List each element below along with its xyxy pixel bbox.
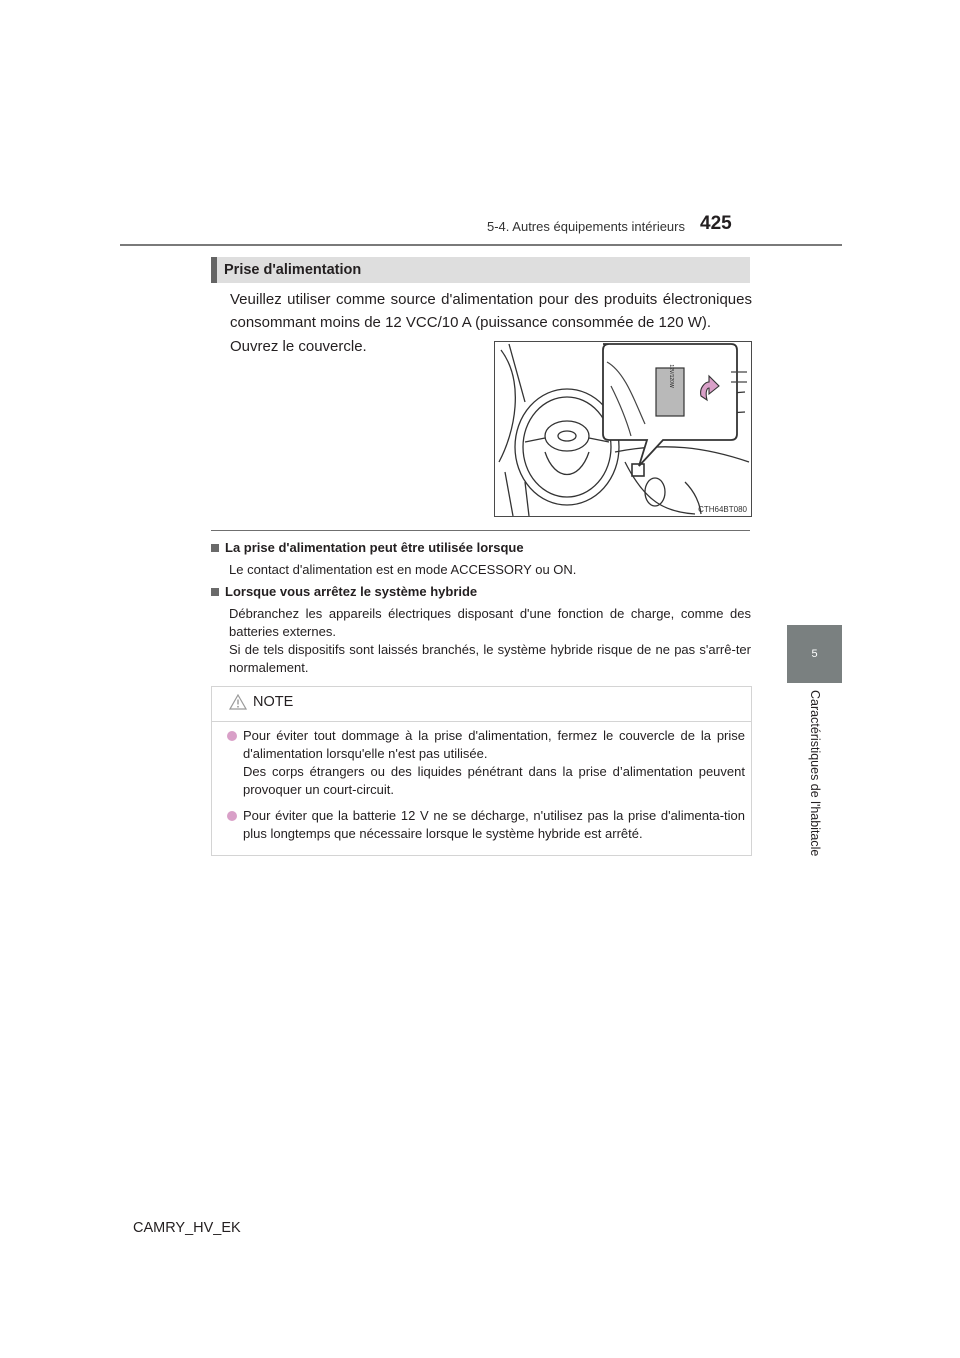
center-console-lines bbox=[625, 462, 701, 514]
caution-text: Pour éviter que la batterie 12 V ne se décharge, n'utilisez pas la prise d'alimenta-tion plus longtemps que nécessaire lorsque le système hybride est arrêté. bbox=[243, 808, 745, 841]
bullet-dot-icon bbox=[227, 811, 237, 821]
note-body: Débranchez les appareils électriques disposant d'une fonction de charge, comme des batteries externes. bbox=[229, 606, 751, 639]
section-title-bar bbox=[211, 257, 750, 283]
steering-lower-spoke bbox=[545, 452, 589, 475]
section-intro: Veuillez utiliser comme source d'alimentation pour des produits électroniques consommant moins de 12 VCC/10 A (puissance consommée de 120 W). bbox=[230, 291, 752, 331]
warning-triangle-icon bbox=[229, 694, 247, 710]
bullet-dot-icon bbox=[227, 731, 237, 741]
note-body: Si de tels dispositifs sont laissés branchés, le système hybride risque de ne pas s'arrê-ter normalement. bbox=[229, 642, 751, 675]
note-heading-text: La prise d'alimentation peut être utilisée lorsque bbox=[225, 540, 524, 555]
note-heading bbox=[211, 583, 751, 601]
running-header-section: 5-4. Autres équipements intérieurs bbox=[487, 219, 685, 234]
chapter-title: Caractéristiques de l'habitacle bbox=[807, 690, 822, 857]
header-rule bbox=[120, 244, 842, 246]
caution-box bbox=[211, 686, 752, 856]
windshield-pillar-line bbox=[499, 350, 515, 462]
chapter-number: 5 bbox=[811, 648, 818, 660]
note-body: Le contact d'alimentation est en mode ACCESSORY ou ON. bbox=[229, 562, 577, 577]
caution-list bbox=[212, 727, 751, 851]
section-divider bbox=[211, 530, 750, 531]
section-accent bbox=[211, 257, 217, 283]
chapter-tab bbox=[787, 625, 842, 683]
figure-code: CTH64BT080 bbox=[698, 505, 747, 514]
caution-text: Des corps étrangers ou des liquides pénétrant dans la prise d’alimentation peuvent provoquer un court-circuit. bbox=[243, 764, 745, 797]
note-heading-text: Lorsque vous arrêtez le système hybride bbox=[225, 584, 478, 599]
square-bullet-icon bbox=[211, 544, 219, 552]
steering-wheel-inner-icon bbox=[523, 397, 611, 497]
power-outlet-illustration bbox=[494, 341, 752, 517]
page-number: 425 bbox=[700, 213, 732, 234]
caution-label: NOTE bbox=[253, 694, 294, 710]
section-title: Prise d'alimentation bbox=[224, 262, 362, 278]
steering-hub-icon bbox=[545, 421, 589, 451]
outlet-location-marker bbox=[632, 464, 644, 476]
note-heading bbox=[211, 539, 751, 557]
square-bullet-icon bbox=[211, 588, 219, 596]
caution-item bbox=[212, 727, 751, 799]
seat-lines bbox=[505, 472, 529, 516]
footer-model: CAMRY_HV_EK bbox=[133, 1220, 241, 1236]
caution-separator bbox=[212, 721, 751, 722]
caution-item bbox=[212, 807, 751, 843]
chapter-title-vertical bbox=[787, 690, 842, 880]
instruction-step: Ouvrez le couvercle. bbox=[230, 338, 367, 355]
outlet-cover-label: 12V/120W bbox=[668, 364, 674, 388]
steering-logo-icon bbox=[558, 431, 576, 441]
note-item bbox=[211, 539, 751, 579]
note-item bbox=[211, 583, 751, 677]
pillar-line bbox=[509, 344, 525, 402]
caution-header bbox=[229, 694, 293, 710]
caution-text: Pour éviter tout dommage à la prise d'alimentation, fermez le couvercle de la prise d'alimentation lorsqu'elle n'est pas utilisée. bbox=[243, 728, 745, 761]
dashboard-drawing bbox=[495, 342, 751, 516]
